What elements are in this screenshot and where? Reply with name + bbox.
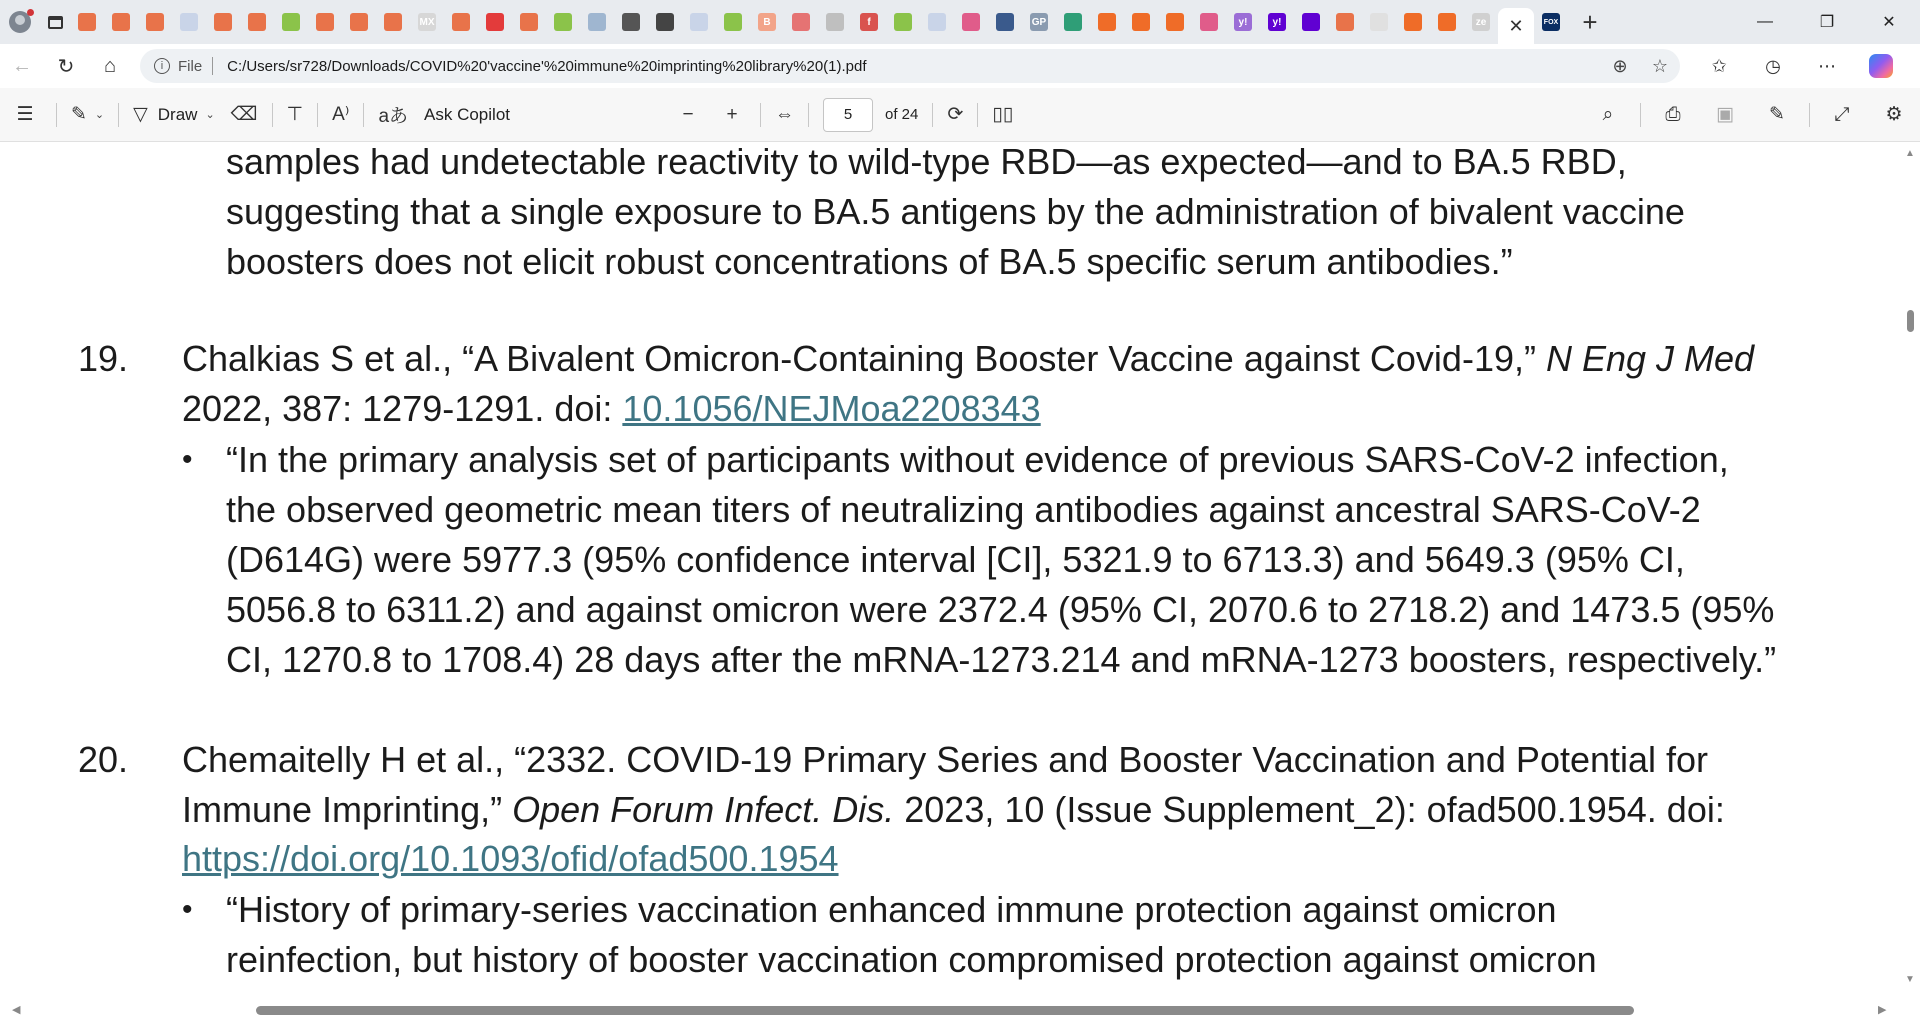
home-icon: ⌂ (103, 54, 117, 77)
tab[interactable] (410, 0, 444, 44)
yahoo-tab-icon: y! (1268, 13, 1286, 31)
pdf-tab-icon (316, 13, 334, 31)
tab[interactable] (274, 0, 308, 44)
mail-tab-icon (1302, 13, 1320, 31)
citation-text: Immune Imprinting,” (182, 789, 513, 830)
play-tab-icon (282, 13, 300, 31)
pdf-tab-icon (1098, 13, 1116, 31)
gp-tab-icon: GP (1030, 13, 1048, 31)
news-tab-icon (996, 13, 1014, 31)
refresh-icon: ↻ (57, 55, 75, 78)
divider (118, 103, 119, 127)
draw-label: Draw (157, 104, 198, 124)
tab[interactable] (478, 0, 512, 44)
pdf-tab-icon (248, 13, 266, 31)
horizontal-scroll-thumb[interactable] (256, 1006, 1634, 1015)
tab[interactable] (614, 0, 648, 44)
pdf-toolbar (0, 88, 1920, 142)
divider (317, 103, 318, 127)
doi-link[interactable]: https://doi.org/10.1093/ofid/ofad500.1954 (182, 838, 839, 879)
expand-icon: ⤢ (1834, 103, 1850, 125)
horizontal-scrollbar[interactable] (0, 1000, 1920, 1020)
tab[interactable] (580, 0, 614, 44)
tab-list (70, 0, 1498, 44)
check-tab-icon (826, 13, 844, 31)
tab[interactable] (682, 0, 716, 44)
divider (363, 103, 364, 127)
quote-line: CI, 1270.8 to 1708.4) 28 days after the mRNA-1273.214 and mRNA-1273 boosters, respectively.” (226, 639, 1777, 680)
read-aloud-icon: A⁾ (332, 104, 350, 125)
divider (272, 103, 273, 127)
tab[interactable] (444, 0, 478, 44)
page-view-icon: ▯▯ (992, 104, 1014, 125)
reference-citation (182, 339, 1754, 379)
bullet-icon: • (182, 443, 193, 476)
doi-link[interactable]: 10.1056/NEJMoa2208343 (622, 388, 1041, 429)
scroll-left-icon[interactable]: ◀ (12, 1004, 21, 1016)
divider (977, 103, 978, 127)
tab[interactable] (886, 0, 920, 44)
pdf-page-view[interactable] (0, 142, 1900, 1000)
reference-citation (182, 839, 839, 879)
add-text-button[interactable] (279, 88, 312, 142)
zoom-icon[interactable]: ⊕ (1612, 55, 1628, 76)
refresh-button[interactable] (44, 44, 88, 88)
pdf-tab-icon (214, 13, 232, 31)
copilot-icon[interactable] (1869, 54, 1893, 78)
erase-button[interactable] (223, 88, 266, 142)
tab[interactable] (240, 0, 274, 44)
vertical-scrollbar[interactable] (1900, 142, 1920, 1000)
tab[interactable] (1362, 0, 1396, 44)
browser-actions (1692, 44, 1908, 88)
play-tab-icon (554, 13, 572, 31)
plus-icon: + (726, 103, 738, 125)
tab[interactable] (206, 0, 240, 44)
favorites-icon: ✩ (1711, 55, 1727, 76)
youtube-tab-icon (486, 13, 504, 31)
zoom-in-button[interactable] (710, 88, 754, 142)
quote-line: the observed geometric mean titers of neutralizing antibodies against ancestral SARS-CoV-2 (226, 489, 1701, 530)
tab-actions-button[interactable] (40, 0, 70, 44)
quote-line: reinfection, but history of booster vaccination compromised protection against omicron (226, 939, 1597, 980)
back-button[interactable] (0, 44, 44, 88)
divider (808, 103, 809, 127)
play-tab-icon (894, 13, 912, 31)
save-as-icon: ✎ (1769, 104, 1785, 125)
history-button[interactable] (1746, 44, 1800, 88)
scroll-right-icon[interactable]: ▶ (1878, 1004, 1887, 1016)
bullet-icon: • (182, 893, 193, 926)
tab[interactable] (1192, 0, 1226, 44)
page-count: of 24 (885, 106, 919, 123)
more-options-button[interactable] (1800, 44, 1854, 88)
ask-copilot-button[interactable] (416, 88, 518, 142)
fit-page-button[interactable] (767, 88, 802, 142)
divider (760, 103, 761, 127)
more-icon: ⋯ (1818, 55, 1836, 76)
reference-number: 19. (78, 338, 129, 379)
highlight-button[interactable] (63, 88, 112, 142)
blog-tab-icon: B (758, 13, 776, 31)
paragraph-line: suggesting that a single exposure to BA.5 antigens by the administration of bivalent vaccine (226, 191, 1685, 232)
divider (1640, 103, 1641, 127)
page-number-input[interactable]: 5 (823, 98, 873, 132)
yahoo-tab-icon: y! (1234, 13, 1252, 31)
tab[interactable] (920, 0, 954, 44)
pdf-tab-icon (452, 13, 470, 31)
divider (1809, 103, 1810, 127)
minus-icon: − (682, 103, 694, 125)
save-icon: ▣ (1716, 104, 1734, 125)
scroll-up-icon[interactable]: ▲ (1905, 148, 1915, 159)
paragraph-line: samples had undetectable reactivity to wild-type RBD—as expected—and to BA.5 RBD, (226, 142, 1627, 182)
tab[interactable] (818, 0, 852, 44)
pdf-tab-icon (1336, 13, 1354, 31)
tab-strip (0, 0, 1920, 44)
citation-text: 2023, 10 (Issue Supplement_2): ofad500.1954. doi: (894, 789, 1725, 830)
quote-line: (D614G) were 5977.3 (95% confidence interval [CI], 5321.9 to 6713.3) and 5649.3 (95% CI, (226, 539, 1685, 580)
pdf-tab-icon (146, 13, 164, 31)
pdf-tab-icon (1166, 13, 1184, 31)
eraser-icon: ⌫ (230, 104, 258, 125)
save-button[interactable] (1699, 88, 1751, 142)
new-tab-button[interactable]: + (1582, 6, 1598, 37)
chevron-down-icon: ⌄ (94, 109, 105, 121)
ask-copilot-label: Ask Copilot (424, 104, 510, 124)
settings-button[interactable] (1868, 88, 1920, 142)
f-tab-icon: f (860, 13, 878, 31)
search-icon: ⌕ (1602, 103, 1614, 125)
list-icon: ☰ (16, 104, 34, 125)
paragraph-line: boosters does not elicit robust concentrations of BA.5 specific serum antibodies.” (226, 241, 1513, 282)
reference-citation (182, 389, 1041, 429)
quote-line: “History of primary-series vaccination enhanced immune protection against omicron (226, 889, 1557, 930)
translate-button[interactable] (370, 88, 416, 142)
fit-width-icon: ⇔ (775, 103, 794, 125)
tab[interactable] (1090, 0, 1124, 44)
pdf-tab-icon (384, 13, 402, 31)
tab[interactable] (70, 0, 104, 44)
save-as-button[interactable] (1751, 88, 1803, 142)
print-icon: ⎙ (1665, 103, 1681, 125)
web-tab-icon (180, 13, 198, 31)
pdf-tab-icon (1438, 13, 1456, 31)
video-tab-icon (962, 13, 980, 31)
tab[interactable] (342, 0, 376, 44)
tab[interactable] (1260, 0, 1294, 44)
maximize-button[interactable]: ❐ (1819, 14, 1835, 31)
tab[interactable] (648, 0, 682, 44)
web-tab-icon (928, 13, 946, 31)
page-number-field (815, 88, 926, 142)
back-arrow-icon: ← (12, 54, 32, 77)
tab[interactable] (1226, 0, 1260, 44)
pdf-tab-icon (112, 13, 130, 31)
reference-citation: Chemaitelly H et al., “2332. COVID-19 Primary Series and Booster Vaccination and Potential for (182, 739, 1709, 780)
tab[interactable] (308, 0, 342, 44)
draw-icon: ▽ (133, 104, 148, 125)
tab[interactable] (104, 0, 138, 44)
print-button[interactable] (1647, 88, 1699, 142)
citation-text: 2022, 387: 1279-1291. doi: (182, 388, 623, 429)
profile-button[interactable] (0, 0, 40, 44)
url-text[interactable]: C:/Users/sr728/Downloads/COVID%20'vaccine'%20immune%20imprinting%20library%20(1).pdf (227, 57, 867, 75)
pdf-tab-icon (520, 13, 538, 31)
diamond-tab-icon (656, 13, 674, 31)
tab[interactable] (1328, 0, 1362, 44)
window-controls (1734, 0, 1920, 44)
tab[interactable] (1534, 0, 1568, 44)
journal-name: N Eng J Med (1545, 338, 1755, 379)
draw-button[interactable] (125, 88, 223, 142)
contents-button[interactable] (0, 88, 50, 142)
journal-name: Open Forum Infect. Dis. (512, 789, 895, 830)
tab[interactable] (988, 0, 1022, 44)
address-bar[interactable] (140, 49, 1680, 83)
zoom-out-button[interactable] (666, 88, 710, 142)
gear-icon: ⚙ (1885, 104, 1903, 125)
chevron-down-icon: ⌄ (205, 109, 215, 121)
tab[interactable] (1396, 0, 1430, 44)
close-window-button[interactable]: ✕ (1882, 14, 1896, 31)
pdf-tab-icon (78, 13, 96, 31)
circle-tab-icon (792, 13, 810, 31)
ze-tab-icon: ze (1472, 13, 1490, 31)
tab[interactable] (954, 0, 988, 44)
reference-citation (182, 790, 1725, 830)
tab[interactable] (852, 0, 886, 44)
tab[interactable] (1022, 0, 1056, 44)
favorites-button[interactable] (1692, 44, 1746, 88)
text-box-icon: ⊤ (286, 104, 304, 125)
tab[interactable] (1294, 0, 1328, 44)
tab[interactable] (1464, 0, 1498, 44)
tab[interactable] (546, 0, 580, 44)
video-tab-icon (1200, 13, 1218, 31)
tab[interactable] (172, 0, 206, 44)
reference-number: 20. (78, 739, 129, 780)
tab[interactable] (1158, 0, 1192, 44)
tab[interactable] (376, 0, 410, 44)
tab[interactable] (138, 0, 172, 44)
home-button[interactable] (88, 44, 132, 88)
rotate-icon: ⟳ (947, 104, 964, 125)
tab[interactable] (1056, 0, 1090, 44)
active-tab[interactable] (1498, 8, 1534, 44)
minimize-button[interactable]: — (1757, 13, 1773, 30)
doc-tab-icon: MX (418, 13, 436, 31)
quote-line: “In the primary analysis set of participants without evidence of previous SARS-CoV-2 infection, (226, 439, 1729, 480)
close-tab-icon[interactable]: ✕ (1508, 15, 1524, 36)
divider (932, 103, 933, 127)
owl-tab-icon (1064, 13, 1082, 31)
url-scheme: File (178, 57, 203, 75)
web-tab-icon (690, 13, 708, 31)
read-aloud-button[interactable] (324, 88, 357, 142)
highlighter-icon: ✎ (71, 104, 87, 125)
fox-news-tab-icon: FOX (1542, 13, 1560, 31)
pdf-tab-icon (1132, 13, 1150, 31)
history-icon: ◷ (1765, 55, 1781, 76)
tab[interactable] (1124, 0, 1158, 44)
address-row (0, 44, 1920, 88)
translate-icon: aあ (378, 106, 409, 127)
tab[interactable] (750, 0, 784, 44)
tab-actions-icon (48, 16, 63, 29)
divider (56, 103, 57, 127)
notification-dot (27, 9, 34, 16)
citation-text: Chalkias S et al., “A Bivalent Omicron-Containing Booster Vaccine against Covid-19,” (182, 338, 1546, 379)
rotate-button[interactable] (939, 88, 971, 142)
divider (212, 57, 213, 75)
tab[interactable] (1430, 0, 1464, 44)
page-view-button[interactable] (984, 88, 1021, 142)
play-tab-icon (724, 13, 742, 31)
site-info-icon[interactable]: i (154, 58, 170, 74)
pdf-tab-icon (350, 13, 368, 31)
quote-line: 5056.8 to 6311.2) and against omicron were 2372.4 (95% CI, 2070.6 to 2718.2) and 1473.5 (95% (226, 589, 1775, 630)
blank-tab-icon (1370, 13, 1388, 31)
tab[interactable] (784, 0, 818, 44)
find-button[interactable] (1582, 88, 1634, 142)
search-tab-icon (588, 13, 606, 31)
favorite-star-icon[interactable]: ☆ (1651, 55, 1669, 76)
link-tab-icon (622, 13, 640, 31)
tab[interactable] (716, 0, 750, 44)
full-screen-button[interactable] (1816, 88, 1868, 142)
scroll-down-icon[interactable]: ▼ (1905, 974, 1915, 985)
tab[interactable] (512, 0, 546, 44)
vertical-scroll-thumb[interactable] (1907, 310, 1914, 332)
pdf-tab-icon (1404, 13, 1422, 31)
